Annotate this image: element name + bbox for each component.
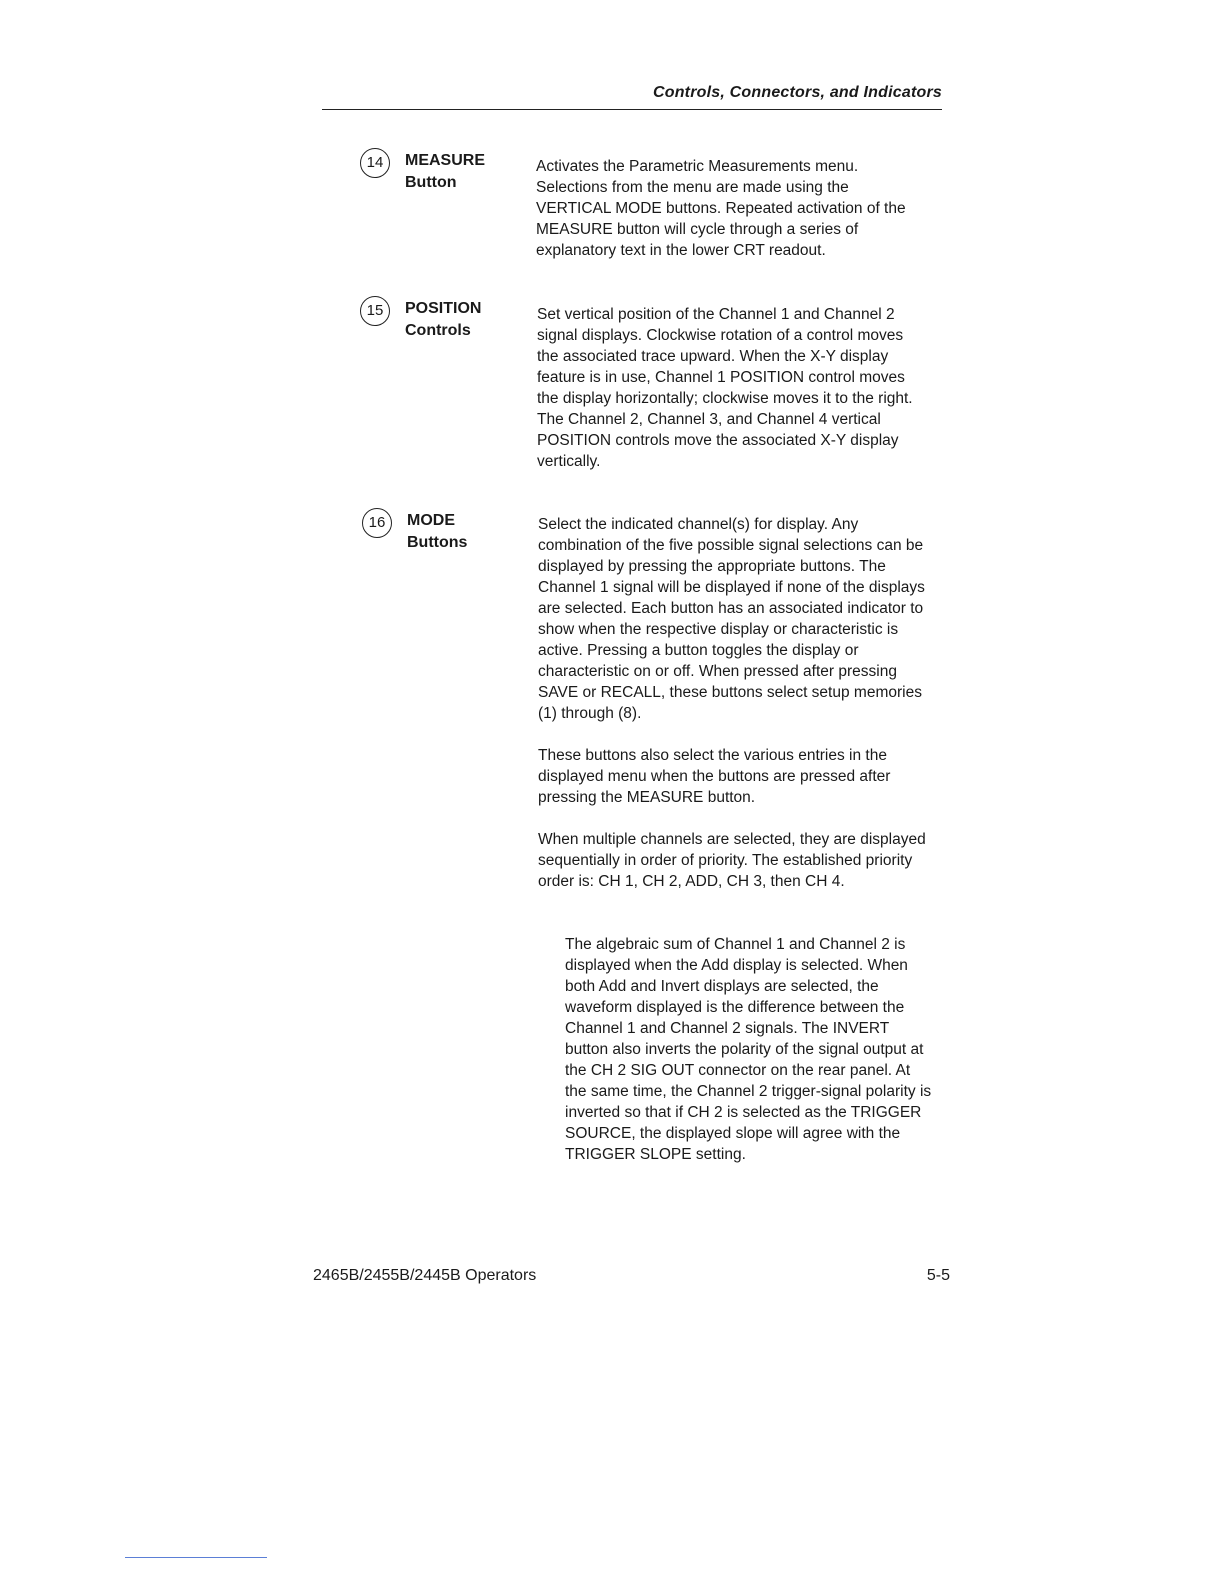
entry-mode-description (538, 514, 926, 892)
term-line: Button (405, 174, 457, 191)
term-line: POSITION (405, 300, 482, 317)
text-line: vertically. (537, 453, 601, 470)
paragraph (538, 745, 926, 808)
text-line: TRIGGER SLOPE setting. (565, 1146, 746, 1163)
text-line: Channel 1 and Channel 2 signals. The INVERT (565, 1020, 890, 1037)
text-line: waveform displayed is the difference between the (565, 999, 905, 1016)
text-line: the display horizontally; clockwise moves it to the right. (537, 390, 913, 407)
text-line: Select the indicated channel(s) for display. Any (538, 516, 859, 533)
text-line: combination of the five possible signal selections can be (538, 537, 924, 554)
text-line: (1) through (8). (538, 705, 642, 722)
text-line: MEASURE button will cycle through a series of (536, 221, 859, 238)
text-line: both Add and Invert displays are selected, the (565, 978, 879, 995)
entry-term (407, 510, 467, 554)
text-line: the associated trace upward. When the X-Y display (537, 348, 889, 365)
entry-measure-description (536, 156, 906, 261)
callout-number: 14 (360, 148, 390, 178)
text-line: displayed when the Add display is selected. When (565, 957, 908, 974)
text-line: SAVE or RECALL, these buttons select setup memories (538, 684, 922, 701)
text-line: active. Pressing a button toggles the display or (538, 642, 859, 659)
term-line: MODE (407, 512, 455, 529)
text-line: show when the respective display or characteristic is (538, 621, 899, 638)
term-line: Buttons (407, 534, 468, 551)
text-line: displayed menu when the buttons are pressed after (538, 768, 891, 785)
text-line: explanatory text in the lower CRT readout. (536, 242, 826, 259)
text-line: SOURCE, the displayed slope will agree with the (565, 1125, 901, 1142)
paragraph (538, 514, 926, 724)
footer-page-number: 5-5 (926, 1267, 950, 1284)
term-line: Controls (405, 322, 471, 339)
text-line: order is: CH 1, CH 2, ADD, CH 3, then CH 4. (538, 873, 845, 890)
callout-number: 16 (362, 508, 392, 538)
add-invert-note (565, 934, 931, 1165)
running-head: Controls, Connectors, and Indicators (652, 84, 942, 101)
entry-term (405, 150, 485, 194)
text-line: Selections from the menu are made using the (536, 179, 849, 196)
text-line: the CH 2 SIG OUT connector on the rear panel. At (565, 1062, 911, 1079)
text-line: the same time, the Channel 2 trigger-signal polarity is (565, 1083, 932, 1100)
text-line: are selected. Each button has an associated indicator to (538, 600, 924, 617)
entry-term (405, 298, 481, 342)
footer-manual-title: 2465B/2455B/2445B Operators (313, 1267, 537, 1284)
term-line: MEASURE (405, 152, 486, 169)
text-line: Set vertical position of the Channel 1 and Channel 2 (537, 306, 895, 323)
text-line: button also inverts the polarity of the signal output at (565, 1041, 924, 1058)
entry-position-description (537, 304, 913, 472)
text-line: feature is in use, Channel 1 POSITION control moves (537, 369, 905, 386)
text-line: displayed by pressing the appropriate buttons. The (538, 558, 886, 575)
text-line: The Channel 2, Channel 3, and Channel 4 vertical (537, 411, 881, 428)
text-line: The algebraic sum of Channel 1 and Channel 2 is (565, 936, 906, 953)
text-line: inverted so that if CH 2 is selected as the TRIGGER (565, 1104, 922, 1121)
text-line: POSITION controls move the associated X-Y display (537, 432, 899, 449)
text-line: These buttons also select the various entries in the (538, 747, 887, 764)
text-line: pressing the MEASURE button. (538, 789, 756, 806)
callout-number: 15 (360, 296, 390, 326)
text-line: VERTICAL MODE buttons. Repeated activation of the (536, 200, 906, 217)
text-line: characteristic on or off. When pressed after pressing (538, 663, 897, 680)
text-line: Channel 1 signal will be displayed if none of the displays (538, 579, 925, 596)
paragraph (538, 829, 926, 892)
text-line: signal displays. Clockwise rotation of a control moves (537, 327, 904, 344)
bottom-rule (125, 1557, 267, 1558)
text-line: sequentially in order of priority. The established priority (538, 852, 913, 869)
text-line: Activates the Parametric Measurements menu. (536, 158, 859, 175)
text-line: When multiple channels are selected, they are displayed (538, 831, 926, 848)
header-rule (322, 109, 942, 110)
